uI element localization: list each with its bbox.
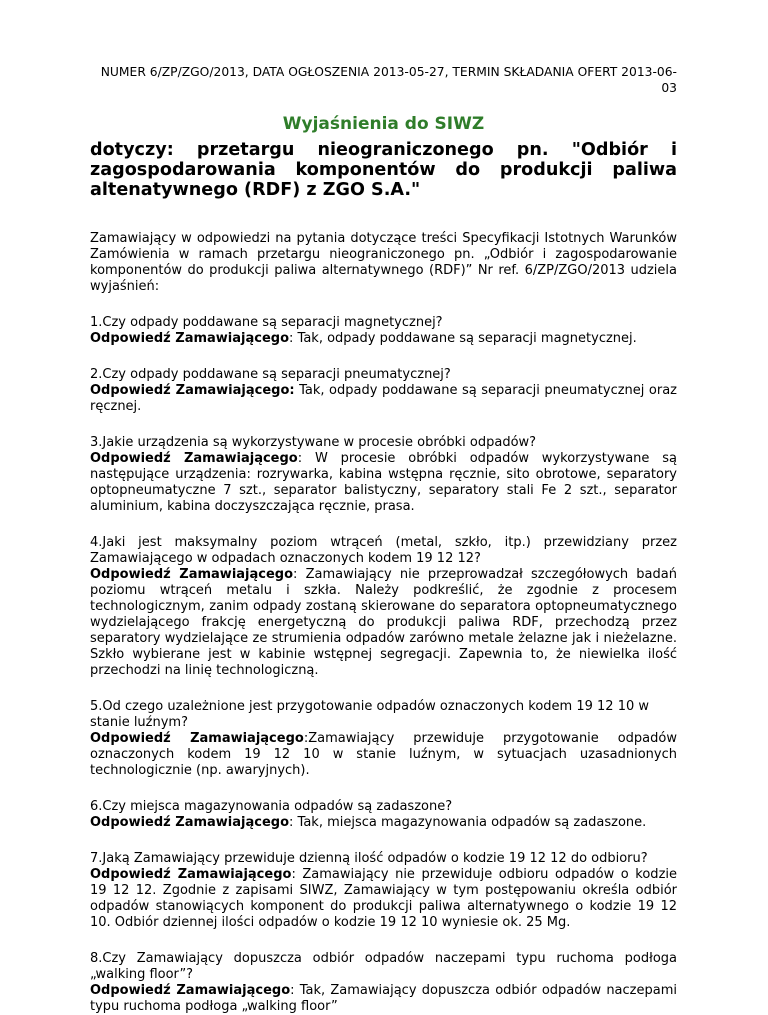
answer-2: [90, 383, 677, 415]
answer-text: : Tak, miejsca magazynowania odpadów są zadaszone.: [289, 815, 647, 830]
question-1: 1.Czy odpady poddawane są separacji magnetycznej?: [90, 315, 443, 330]
answer-label: Odpowiedź Zamawiającego:: [90, 383, 295, 398]
qa-item-2: [90, 367, 677, 415]
answer-text: Tak, odpady poddawane są separacji pneumatycznej oraz ręcznej.: [90, 383, 677, 414]
tender-meta-line: NUMER 6/ZP/ZGO/2013, DATA OGŁOSZENIA 2013-05-27, TERMIN SKŁADANIA OFERT 2013-06-03: [100, 65, 677, 95]
answer-8: [90, 983, 677, 1015]
qa-item-7: [90, 851, 677, 931]
answer-label: Odpowiedź Zamawiającego: [90, 331, 290, 346]
question-6: 6.Czy miejsca magazynowania odpadów są zadaszone?: [90, 799, 453, 814]
document-subject: dotyczy: przetargu nieograniczonego pn. "Odbiór i zagospodarowania komponentów do produkcji paliwa altenatywnego (RDF) z ZGO S.A.": [90, 140, 677, 200]
qa-item-3: [90, 435, 677, 515]
answer-text: : Tak, Zamawiający dopuszcza odbiór odpadów naczepami typu ruchoma podłoga „walking floor”: [90, 983, 677, 1014]
qa-item-5: [90, 699, 677, 779]
answer-text: :Zamawiający przewiduje przygotowanie odpadów oznaczonych kodem 19 12 10 w stanie luźnym, w sytuacjach uzasadnionych technologicznie (np. awaryjnych).: [90, 731, 677, 778]
answer-1: [90, 331, 677, 347]
qa-item-1: [90, 315, 677, 347]
answer-7: [90, 867, 677, 931]
document-title: Wyjaśnienia do SIWZ: [282, 114, 485, 134]
answer-text: : Zamawiający nie przeprowadzał szczegółowych badań poziomu wtrąceń metalu i szkła. Należy podkreślić, że zgodnie z procesem technologicznym, zanim odpady zostaną skierowane do separatora optopneumatycznego wydzielającego frakcję energetyczną do produkcji paliwa RDF, przechodzą przez separatory wydzielające ze strumienia odpadów zarówno metale żelazne jak i nieżelazne. Szkło wybierane jest w kabinie wstępnej segregacji. Zapewnia to, że niewielka ilość przechodzi na linię technologiczną.: [90, 567, 677, 678]
question-3: 3.Jakie urządzenia są wykorzystywane w procesie obróbki odpadów?: [90, 435, 537, 450]
answer-text: : Zamawiający nie przewiduje odbioru odpadów o kodzie 19 12 12. Zgodnie z zapisami SIWZ, Zamawiający w tym postępowaniu określa odbiór odpadów stanowiących komponent do produkcji paliwa alternatywnego o kodzie 19 12 10. Odbiór dziennej ilości odpadów o kodzie 19 12 10 wyniesie ok. 25 Mg.: [90, 867, 677, 930]
answer-label: Odpowiedź Zamawiającego: [90, 867, 292, 882]
intro-paragraph: Zamawiający w odpowiedzi na pytania dotyczące treści Specyfikacji Istotnych Warunków Zamówienia w ramach przetargu nieograniczonego pn. „Odbiór i zagospodarowanie komponentów do produkcji paliwa alternatywnego (RDF)” Nr ref. 6/ZP/ZGO/2013 udziela wyjaśnień:: [90, 231, 677, 294]
answer-text: : W procesie obróbki odpadów wykorzystywane są następujące urządzenia: rozrywarka, kabina wstępna ręcznie, sito obrotowe, separatory optopneumatyczne 7 szt., separator balistyczny, separatory stali Fe 2 szt., separator aluminium, kabina doczyszczająca ręcznie, prasa.: [90, 451, 677, 514]
qa-item-4: [90, 535, 677, 679]
answer-5: [90, 731, 677, 779]
question-8: 8.Czy Zamawiający dopuszcza odbiór odpadów naczepami typu ruchoma podłoga „walking floor”?: [90, 951, 677, 982]
document-page: [90, 0, 677, 1015]
question-7: 7.Jaką Zamawiający przewiduje dzienną ilość odpadów o kodzie 19 12 12 do odbioru?: [90, 851, 648, 866]
answer-label: Odpowiedź Zamawiającego: [90, 567, 294, 582]
answer-3: [90, 451, 677, 515]
answer-label: Odpowiedź Zamawiającego: [90, 731, 304, 746]
question-4: 4.Jaki jest maksymalny poziom wtrąceń (metal, szkło, itp.) przewidziany przez Zamawiającego w odpadach oznaczonych kodem 19 12 12?: [90, 535, 677, 566]
qa-item-6: [90, 799, 677, 831]
answer-label: Odpowiedź Zamawiającego: [90, 983, 291, 998]
answer-text: : Tak, odpady poddawane są separacji magnetycznej.: [289, 331, 637, 346]
answer-label: Odpowiedź Zamawiającego: [90, 451, 298, 466]
answer-label: Odpowiedź Zamawiającego: [90, 815, 290, 830]
answer-6: [90, 815, 677, 831]
question-2: 2.Czy odpady poddawane są separacji pneumatycznej?: [90, 367, 451, 382]
question-5: 5.Od czego uzależnione jest przygotowanie odpadów oznaczonych kodem 19 12 10 w stanie luźnym?: [90, 699, 649, 730]
answer-4: [90, 567, 677, 679]
qa-item-8: [90, 951, 677, 1015]
